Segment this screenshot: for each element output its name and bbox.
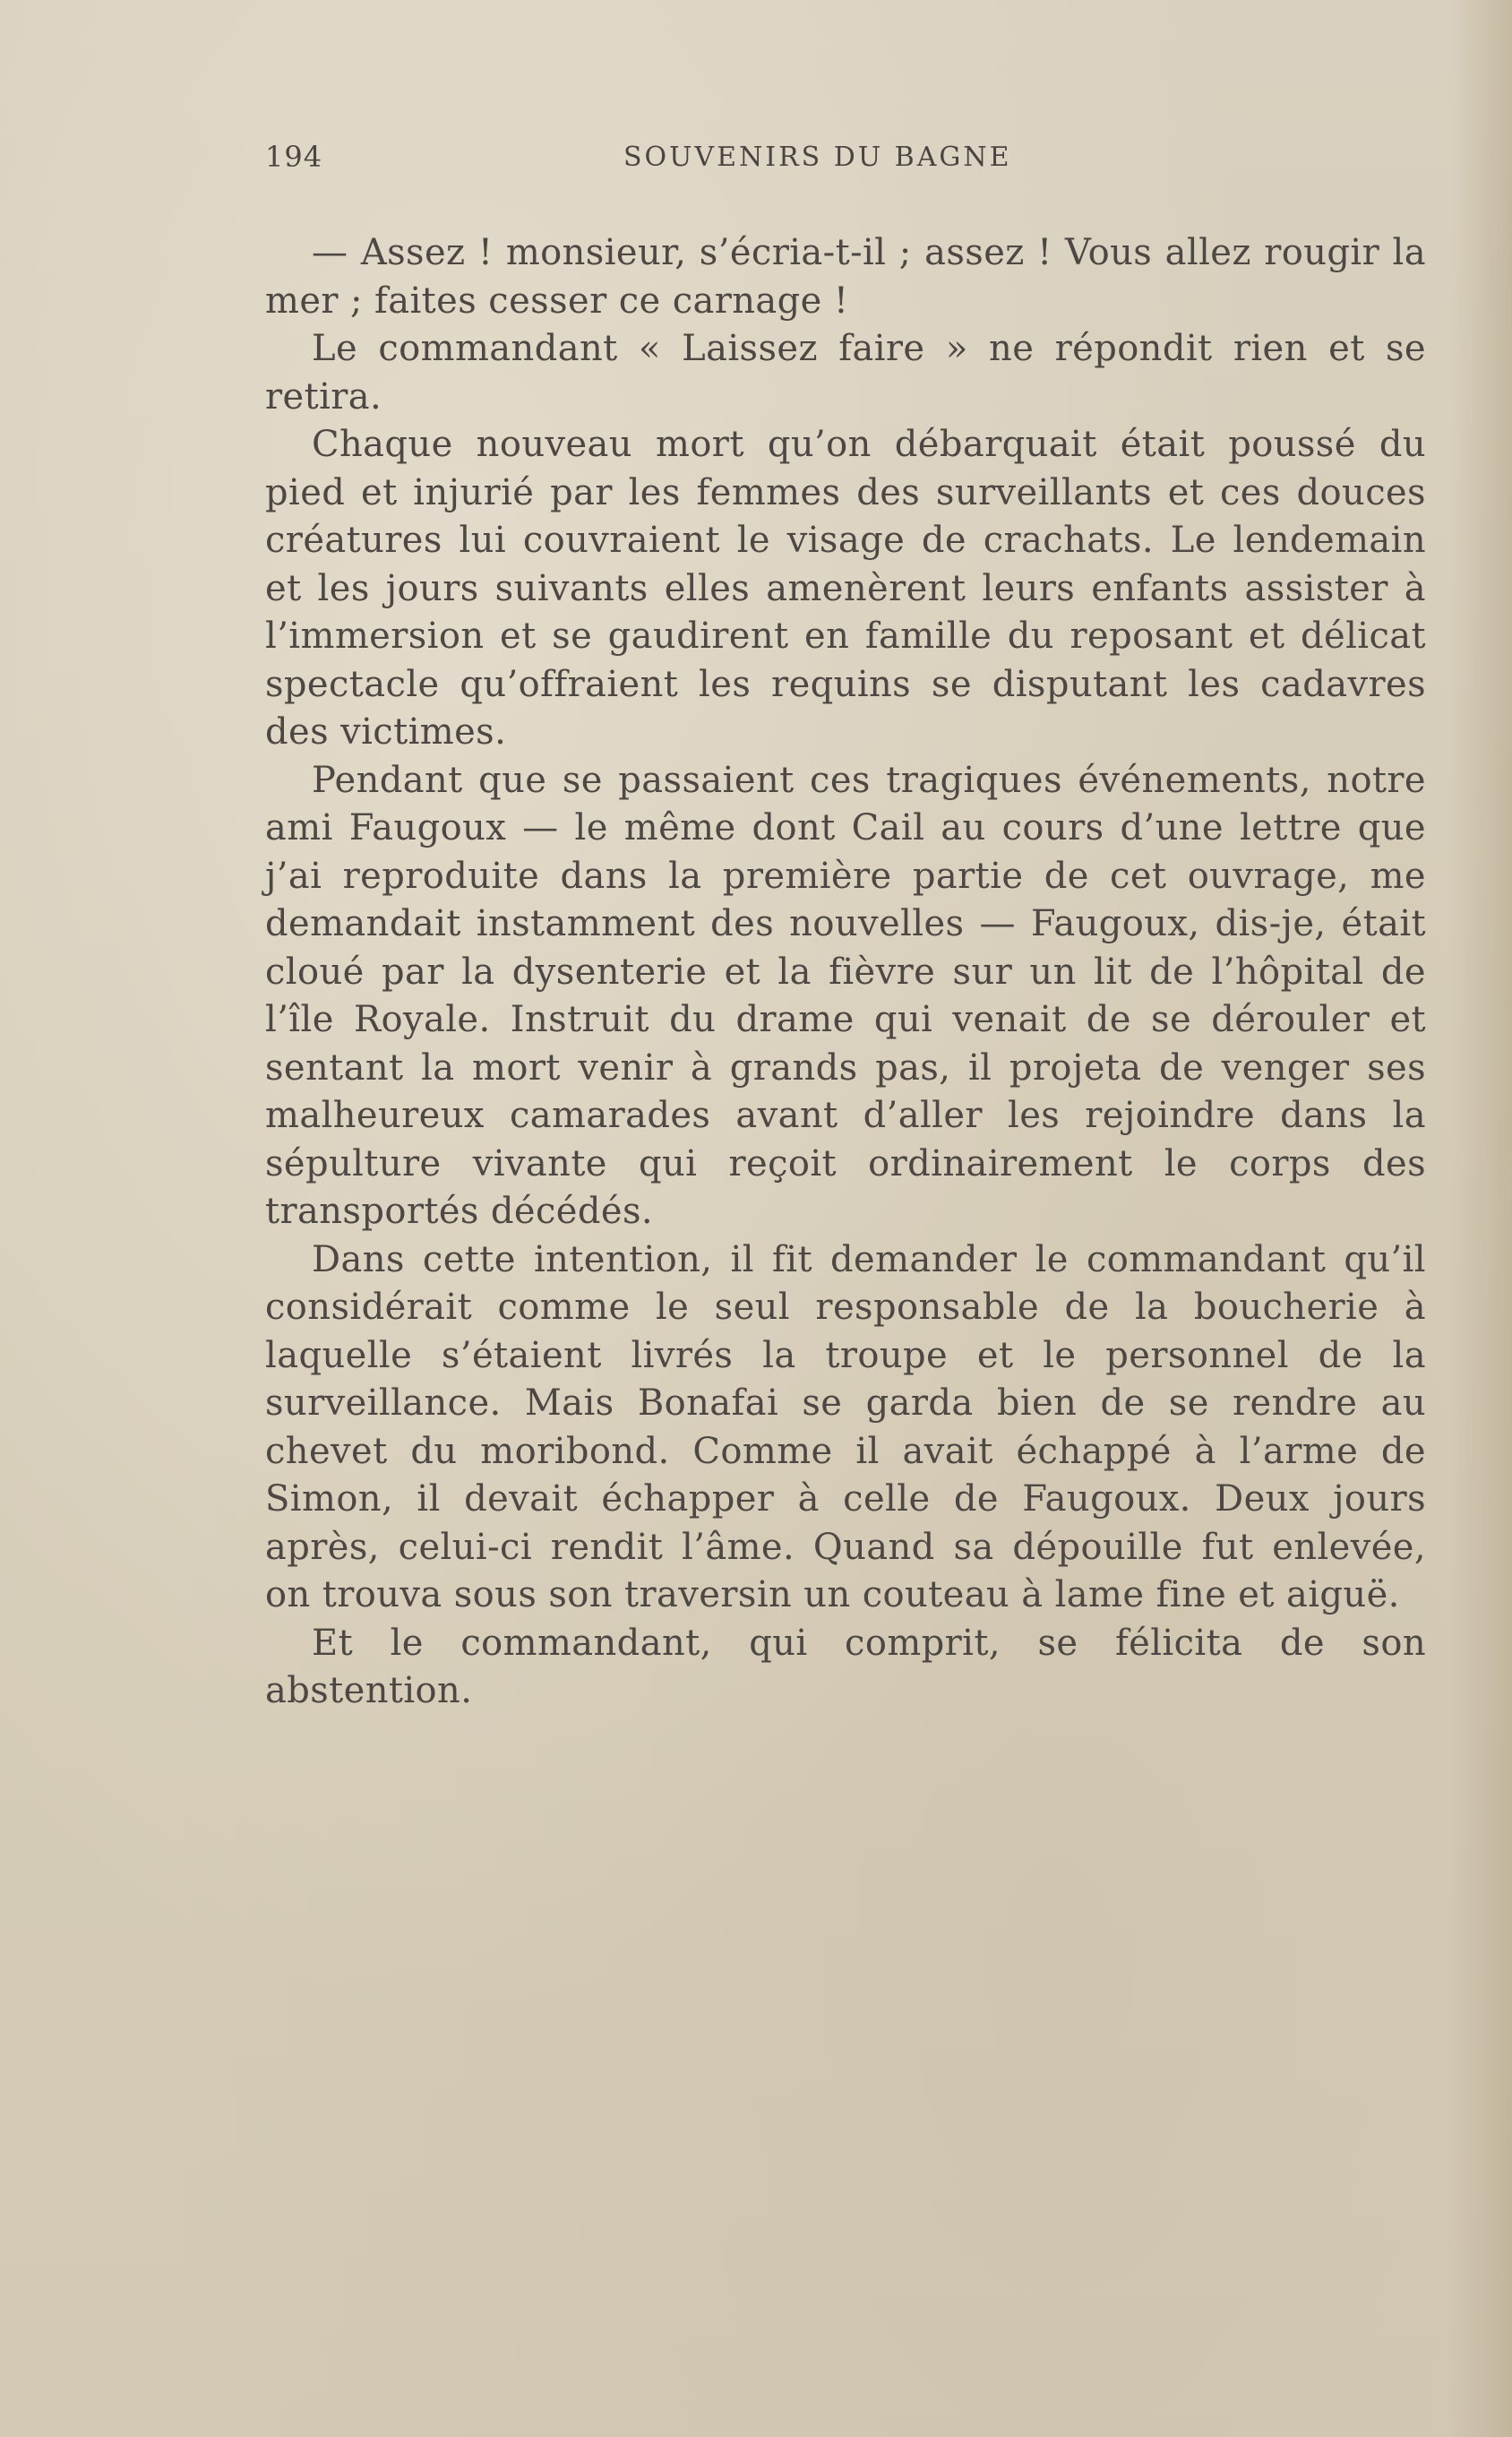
paragraph: Dans cette intention, il fit demander le commandant qu’il considérait comme le seul responsable de la boucherie à laquelle s’étaient livrés la troupe et le personnel de la surveillance. Mais Bonafai se garda bien de se rendre au chevet du moribond. Comme il avait échappé à l’arme de Simon, il devait échapper à celle de Faugoux. Deux jours après, celui-ci rendit l’âme. Quand sa dépouille fut enlevée, on trouva sous son traversin un couteau à lame fine et aiguë.: [265, 1238, 1426, 1615]
page-edge-shadow: [1449, 0, 1512, 2437]
paragraph: Le commandant « Laissez faire » ne répondit rien et se retira.: [265, 328, 1426, 418]
page-number: 194: [265, 140, 323, 174]
running-head: SOUVENIRS DU BAGNE: [623, 142, 1012, 173]
body-text: [265, 229, 1426, 1716]
paragraph: Chaque nouveau mort qu’on débarquait était poussé du pied et injurié par les femmes des surveillants et ces douces créatures lui couvraient le visage de crachats. Le lendemain et les jours suivants elles amenèrent leurs enfants assister à l’immersion et se gaudirent en famille du reposant et délicat spectacle qu’offraient les requins se disputant les cadavres des victimes.: [265, 424, 1426, 753]
page-header: [265, 140, 1426, 185]
paragraph: Et le commandant, qui comprit, se félicita de son abstention.: [265, 1622, 1426, 1711]
paragraph: — Assez ! monsieur, s’écria-t-il ; assez ! Vous allez rougir la mer ; faites cesser ce carnage !: [265, 232, 1426, 322]
paragraph: Pendant que se passaient ces tragiques événements, notre ami Faugoux — le même dont Cail au cours d’une lettre que j’ai reproduite dans la première partie de cet ouvrage, me demandait instamment des nouvelles — Faugoux, dis-je, était cloué par la dysenterie et la fièvre sur un lit de l’hôpital de l’île Royale. Instruit du drame qui venait de se dérouler et sentant la mort venir à grands pas, il projeta de venger ses malheureux camarades avant d’aller les rejoindre dans la sépulture vivante qui reçoit ordinairement le corps des transportés décédés.: [265, 759, 1426, 1232]
